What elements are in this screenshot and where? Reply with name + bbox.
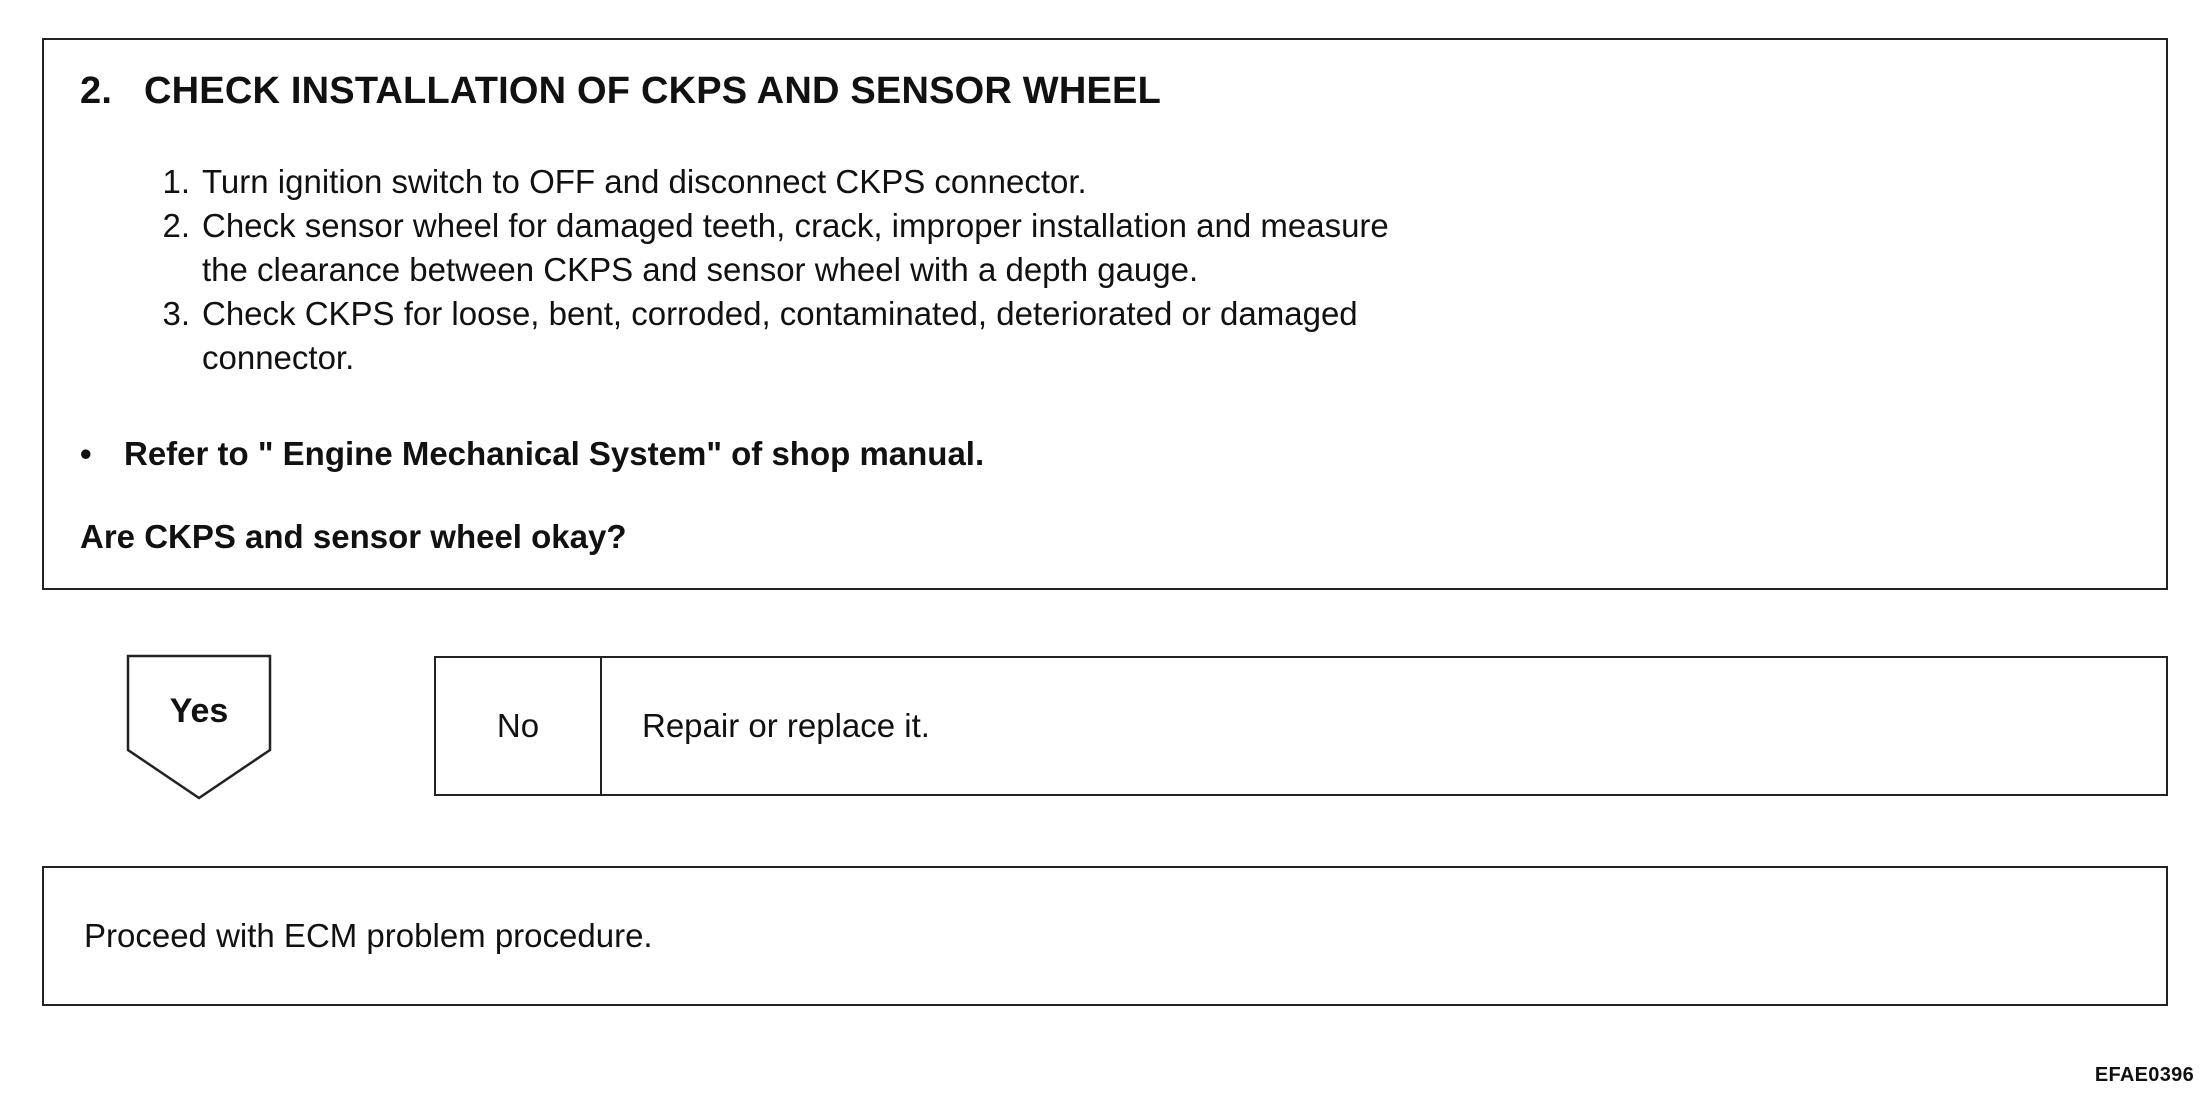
- instruction-item: [142, 204, 1592, 292]
- check-step-box: [42, 38, 2168, 590]
- instruction-line: Check sensor wheel for damaged teeth, crack, improper installation and measure: [202, 207, 1389, 244]
- next-step-box: [42, 866, 2168, 1006]
- no-branch-action: Repair or replace it.: [642, 707, 930, 744]
- instruction-line: Check CKPS for loose, bent, corroded, contaminated, deteriorated or damaged: [202, 295, 1358, 332]
- yes-branch-marker: [126, 654, 272, 800]
- figure-code: EFAE0396: [2094, 1064, 2194, 1086]
- instruction-number: 1.: [162, 163, 190, 200]
- check-step-instructions: [142, 160, 1592, 380]
- instruction-line: Turn ignition switch to OFF and disconnect CKPS connector.: [202, 163, 1087, 200]
- bullet-icon: •: [80, 435, 92, 472]
- instruction-item: [142, 292, 1592, 380]
- instruction-item: [142, 160, 1592, 204]
- check-step-title-text: CHECK INSTALLATION OF CKPS AND SENSOR WHEEL: [144, 70, 1162, 112]
- no-branch-box: [434, 656, 2168, 796]
- yes-branch-label: Yes: [169, 692, 229, 730]
- reference-note-text: Refer to " Engine Mechanical System" of shop manual.: [124, 435, 985, 472]
- instruction-line: connector.: [202, 339, 355, 376]
- instruction-number: 3.: [162, 295, 190, 332]
- check-question: Are CKPS and sensor wheel okay?: [80, 518, 627, 555]
- instruction-number: 2.: [162, 207, 190, 244]
- no-branch-label: No: [436, 658, 602, 794]
- next-step-text: Proceed with ECM problem procedure.: [84, 917, 653, 954]
- check-step-title: [80, 70, 1161, 113]
- reference-note: [80, 435, 984, 473]
- instruction-line: the clearance between CKPS and sensor wheel with a depth gauge.: [202, 251, 1199, 288]
- check-step-number: 2.: [80, 70, 113, 112]
